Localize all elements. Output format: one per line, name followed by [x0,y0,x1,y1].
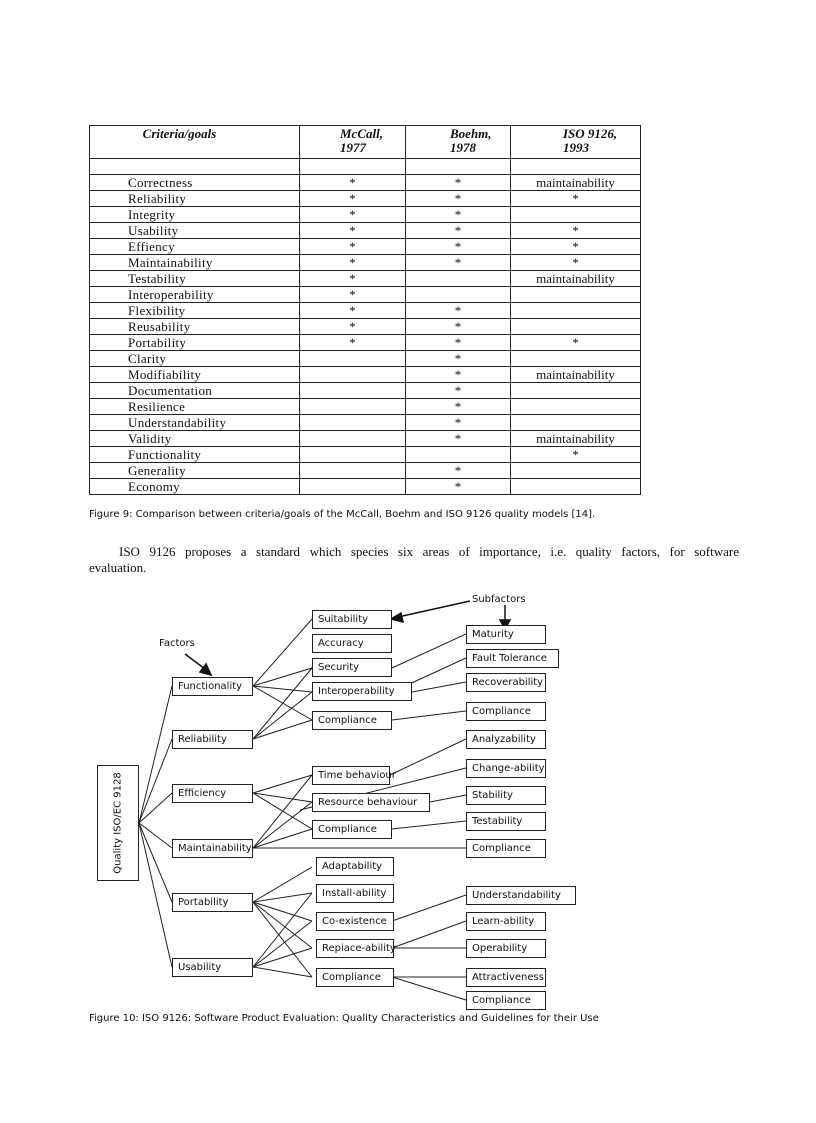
criteria-cell: Integrity [90,207,300,223]
table-row [90,207,641,223]
table-row [90,303,641,319]
model-cell [511,415,641,431]
sub-compliance-efficiency: Compliance [312,820,392,839]
model-cell: * [511,335,641,351]
model-cell [300,463,406,479]
criteria-cell: Testability [90,271,300,287]
table-row [90,399,641,415]
criteria-cell: Economy [90,479,300,495]
criteria-cell: Reusability [90,319,300,335]
sub-compliance-functionality: Compliance [312,711,392,730]
subfactors-label: Subfactors [472,594,526,605]
model-cell: maintainability [511,431,641,447]
sub-install-ability: Install-ability [316,884,394,903]
table-row [90,255,641,271]
sub-attractiveness: Attractiveness [466,968,546,987]
model-cell [511,399,641,415]
model-cell: * [300,191,406,207]
factors-label: Factors [159,638,195,649]
table-row [90,223,641,239]
sub-resource-behaviour: Resource behaviour [312,793,430,812]
criteria-cell: Effiency [90,239,300,255]
header-mccall: McCall, 1977 [300,126,406,159]
model-cell: * [406,399,511,415]
model-cell [300,367,406,383]
model-cell: * [406,367,511,383]
table-row [90,367,641,383]
model-cell [511,303,641,319]
model-cell: * [406,319,511,335]
sub-change-ability: Change-ability [466,759,546,778]
model-cell [511,479,641,495]
iso9126-diagram [0,590,816,1020]
table-row [90,271,641,287]
model-cell: * [406,479,511,495]
factor-reliability: Reliability [172,730,253,749]
model-cell [511,383,641,399]
sub-suitability: Suitability [312,610,392,629]
sub-interoperability: Interoperability [312,682,412,701]
model-cell: * [406,335,511,351]
sub-maturity: Maturity [466,625,546,644]
model-cell: * [300,239,406,255]
model-cell: * [511,191,641,207]
model-cell [511,207,641,223]
figure-9-caption: Figure 9: Comparison between criteria/goals of the McCall, Boehm and ISO 9126 quality models [14]. [89,509,596,520]
sub-stability: Stability [466,786,546,805]
table-row [90,447,641,463]
model-cell [406,271,511,287]
criteria-cell: Generality [90,463,300,479]
criteria-cell: Clarity [90,351,300,367]
sub-accuracy: Accuracy [312,634,392,653]
criteria-cell: Maintainability [90,255,300,271]
sub-compliance-maintainability: Compliance [466,839,546,858]
model-cell: * [300,303,406,319]
table-row [90,175,641,191]
factor-maintainability: Maintainability [172,839,253,858]
table-row [90,431,641,447]
model-cell: * [406,463,511,479]
model-cell: * [406,223,511,239]
sub-security: Security [312,658,392,677]
sub-time-behaviour: Time behaviour [312,766,390,785]
model-cell: * [406,207,511,223]
model-cell: * [511,255,641,271]
sub-understandability: Understandability [466,886,576,905]
model-cell: * [511,447,641,463]
model-cell [300,415,406,431]
sub-learn-ability: Learn-ability [466,912,546,931]
criteria-cell: Functionality [90,447,300,463]
model-cell [511,319,641,335]
sub-recoverability: Recoverability [466,673,546,692]
criteria-cell: Validity [90,431,300,447]
criteria-cell: Reliability [90,191,300,207]
model-cell: * [406,431,511,447]
table-spacer-row [90,159,641,175]
factor-usability: Usability [172,958,253,977]
criteria-cell: Modifiability [90,367,300,383]
sub-compliance-reliability: Compliance [466,702,546,721]
model-cell [300,399,406,415]
model-cell: * [406,351,511,367]
model-cell: maintainability [511,367,641,383]
sub-compliance-usability: Compliance [466,991,546,1010]
model-cell: * [406,255,511,271]
model-cell [511,463,641,479]
header-criteria: Criteria/goals [90,126,300,159]
model-cell: * [406,383,511,399]
sub-co-existence: Co-existence [316,912,394,931]
model-cell: * [300,271,406,287]
header-boehm: Boehm, 1978 [406,126,511,159]
table-row [90,335,641,351]
table-row [90,351,641,367]
sub-compliance-portability: Compliance [316,968,394,987]
model-cell [406,447,511,463]
header-iso9126: ISO 9126, 1993 [511,126,641,159]
criteria-comparison-table [89,125,641,495]
figure-10-caption: Figure 10: ISO 9126: Software Product Evaluation: Quality Characteristics and Guidelines for their Use [89,1013,599,1024]
model-cell [300,479,406,495]
table-header-row [90,126,641,159]
factor-efficiency: Efficiency [172,784,253,803]
model-cell: * [406,239,511,255]
model-cell [300,383,406,399]
table-row [90,383,641,399]
criteria-cell: Flexibility [90,303,300,319]
table-row [90,287,641,303]
table-row [90,191,641,207]
sub-replace-ability: Repiace-ability [316,939,394,958]
table-row [90,239,641,255]
model-cell: * [300,207,406,223]
model-cell [406,287,511,303]
model-cell [300,447,406,463]
sub-analyzability: Analyzability [466,730,546,749]
model-cell: * [300,335,406,351]
model-cell [300,431,406,447]
table-row [90,479,641,495]
criteria-cell: Correctness [90,175,300,191]
model-cell: * [406,191,511,207]
factor-portability: Portability [172,893,253,912]
table-row [90,463,641,479]
model-cell [300,351,406,367]
model-cell: * [511,223,641,239]
table-row [90,319,641,335]
criteria-cell: Portability [90,335,300,351]
criteria-cell: Usability [90,223,300,239]
model-cell: * [406,175,511,191]
sub-adaptability: Adaptability [316,857,394,876]
model-cell: * [406,303,511,319]
factor-functionality: Functionality [172,677,253,696]
model-cell: * [300,175,406,191]
sub-testability: Testability [466,812,546,831]
table-row [90,415,641,431]
sub-operability: Operability [466,939,546,958]
criteria-cell: Understandability [90,415,300,431]
body-paragraph: ISO 9126 proposes a standard which species six areas of importance, i.e. quality factors, for software evaluation. [89,544,739,575]
model-cell: * [406,415,511,431]
model-cell: * [300,223,406,239]
root-quality-label: Quality ISO/EC 9128 [112,772,124,874]
criteria-cell: Resilience [90,399,300,415]
model-cell: maintainability [511,271,641,287]
model-cell: * [300,319,406,335]
model-cell: maintainability [511,175,641,191]
sub-fault-tolerance: Fault Tolerance [466,649,559,668]
criteria-cell: Interoperability [90,287,300,303]
model-cell: * [300,255,406,271]
model-cell [511,351,641,367]
model-cell: * [511,239,641,255]
model-cell [511,287,641,303]
model-cell: * [300,287,406,303]
criteria-cell: Documentation [90,383,300,399]
